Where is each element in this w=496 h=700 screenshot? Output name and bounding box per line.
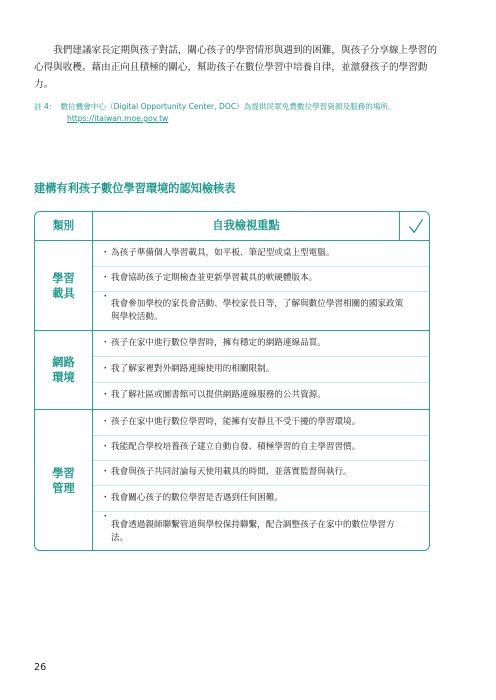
header-check bbox=[399, 212, 430, 240]
footnote-text: 數位機會中心（Digital Opportunity Center, DOC）為提供民眾免費數位學習資源及服務的場所。 bbox=[60, 102, 396, 111]
checklist-item: ・ 我了解社區或圖書館可以提供網路連線服務的公共資源。 bbox=[101, 390, 326, 401]
section-title: 建構有利孩子數位學習環境的認知檢核表 bbox=[34, 182, 236, 195]
header-focus: 自我檢視重點 bbox=[212, 219, 280, 232]
checkmark-icon bbox=[407, 217, 425, 235]
checklist-item: ・ 孩子在家中進行數位學習時，能擁有安靜且不受干擾的學習環境。 bbox=[101, 416, 361, 427]
checklist-item: ・ 我會協助孩子定期檢查並更新學習載具的軟硬體版本。 bbox=[101, 273, 318, 284]
checklist-item: ・ 為孩子準備個人學習載具，如平板、筆記型或桌上型電腦。 bbox=[101, 248, 335, 259]
footnote-link[interactable]: https://itaiwan.moe.gov.tw bbox=[67, 114, 169, 123]
checklist-table bbox=[34, 211, 430, 551]
footnote-label: 註 4： bbox=[34, 102, 57, 111]
checklist-item: ・ 我能配合學校培養孩子建立自動自發、積極學習的自主學習習慣。 bbox=[101, 442, 361, 453]
checklist-item: ・ 孩子在家中進行數位學習時，擁有穩定的網路連線品質。 bbox=[101, 337, 326, 348]
page-number: 26 bbox=[34, 662, 47, 673]
checklist-item: ・ 我會與孩子共同討論每天使用載具的時間，並落實監督與執行。 bbox=[101, 467, 352, 478]
footnote bbox=[34, 101, 454, 125]
intro-paragraph-block bbox=[34, 42, 446, 93]
checklist-item: ・ 我會透過親師聯繫管道與學校保持聯繫，配合調整孩子在家中的數位學習方法。 bbox=[101, 512, 395, 543]
category-cell-devices: 學習載具 bbox=[35, 241, 93, 330]
intro-paragraph: 我們建議家長定期與孩子對話，關心孩子的學習情形與遇到的困難，與孩子分享線上學習的心得與收穫。藉由正向且積極的關心，幫助孩子在數位學習中培養自律，並激發孩子的學習動力。 bbox=[34, 45, 437, 90]
category-cell-management: 學習管理 bbox=[35, 409, 93, 551]
checklist-item: ・ 我會參加學校的家長會活動、學校家長日等，了解與數位學習相關的國家政策與學校活動。 bbox=[101, 292, 404, 322]
table-header bbox=[35, 212, 429, 241]
checklist-item: ・ 我會關心孩子的數位學習是否遇到任何困難。 bbox=[101, 492, 283, 503]
checklist-item: ・ 我了解家裡對外網路連線使用的相關限制。 bbox=[101, 363, 275, 374]
category-cell-network: 網路環境 bbox=[35, 330, 93, 409]
header-category: 類別 bbox=[35, 212, 93, 240]
